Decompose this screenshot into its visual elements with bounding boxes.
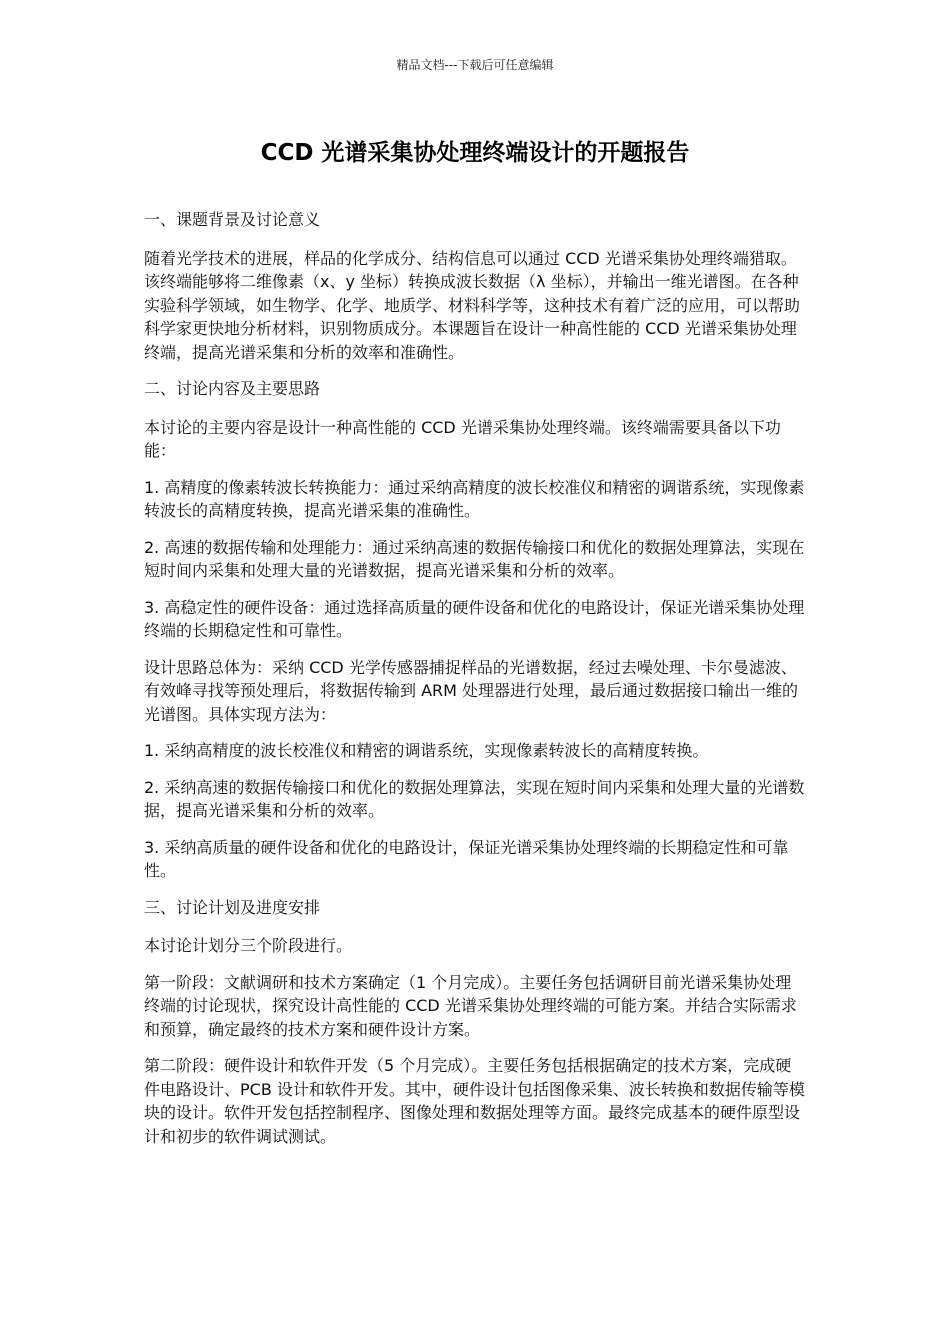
list-item: 2. 高速的数据传输和处理能力：通过采纳高速的数据传输接口和优化的数据处理算法，实现在短时间内采集和处理大量的光谱数据，提高光谱采集和分析的效率。 — [144, 537, 805, 580]
paragraph-stage-two: 第二阶段：硬件设计和软件开发（5 个月完成）。主要任务包括根据确定的技术方案，完成硬件电路设计、PCB 设计和软件开发。其中，硬件设计包括图像采集、波长转换和数据传输等模块的设计。软件开发包括控制程序、图像处理和数据处理等方面。最终完成基本的硬件原型设计和初步的软件调试测试。 — [144, 1056, 805, 1146]
list-item: 1. 高精度的像素转波长转换能力：通过采纳高精度的波长校准仪和精密的调谐系统，实现像素转波长的高精度转换，提高光谱采集的准确性。 — [144, 477, 805, 520]
paragraph-stage-one: 第一阶段：文献调研和技术方案确定（1 个月完成）。主要任务包括调研目前光谱采集协处理终端的讨论现状，探究设计高性能的 CCD 光谱采集协处理终端的可能方案。并结合实际需求和预算，确定最终的技术方案和硬件设计方案。 — [144, 972, 797, 1039]
section-heading-background: 一、课题背景及讨论意义 — [144, 210, 321, 229]
list-item: 1. 采纳高精度的波长校准仪和精密的调谐系统，实现像素转波长的高精度转换。 — [144, 741, 709, 760]
document-title: CCD 光谱采集协处理终端设计的开题报告 — [260, 140, 690, 166]
page-header: 精品文档---下载后可任意编辑 — [396, 58, 554, 72]
list-item: 3. 高稳定性的硬件设备：通过选择高质量的硬件设备和优化的电路设计，保证光谱采集协处理终端的长期稳定性和可靠性。 — [144, 597, 805, 640]
section-heading-plan-schedule: 三、讨论计划及进度安排 — [144, 897, 321, 917]
paragraph: 随着光学技术的进展，样品的化学成分、结构信息可以通过 CCD 光谱采集协处理终端猎取。该终端能够将二维像素（x、y 坐标）转换成波长数据（λ 坐标），并输出一维光谱图。在各种实验科学领域，如生物学、化学、地质学、材料科学等，这种技术有着广泛的应用，可以帮助科学家更快地分析材料，识别物质成分。本课题旨在设计一种高性能的 CCD 光谱采集协处理终端，提高光谱采集和分析的效率和准确性。 — [144, 248, 801, 362]
list-item: 3. 采纳高质量的硬件设备和优化的电路设计，保证光谱采集协处理终端的长期稳定性和可靠性。 — [144, 837, 789, 880]
section-heading-research-content: 二、讨论内容及主要思路 — [144, 379, 321, 398]
paragraph: 设计思路总体为：采纳 CCD 光学传感器捕捉样品的光谱数据，经过去噪处理、卡尔曼滤波、有效峰寻找等预处理后，将数据传输到 ARM 处理器进行处理，最后通过数据接口输出一维的光谱图。具体实现方法为： — [144, 657, 799, 724]
paragraph: 本讨论计划分三个阶段进行。 — [144, 936, 353, 955]
document-body — [144, 208, 806, 1161]
list-item: 2. 采纳高速的数据传输接口和优化的数据处理算法，实现在短时间内采集和处理大量的光谱数据，提高光谱采集和分析的效率。 — [144, 777, 805, 820]
paragraph: 本讨论的主要内容是设计一种高性能的 CCD 光谱采集协处理终端。该终端需要具备以下功能： — [144, 417, 781, 460]
